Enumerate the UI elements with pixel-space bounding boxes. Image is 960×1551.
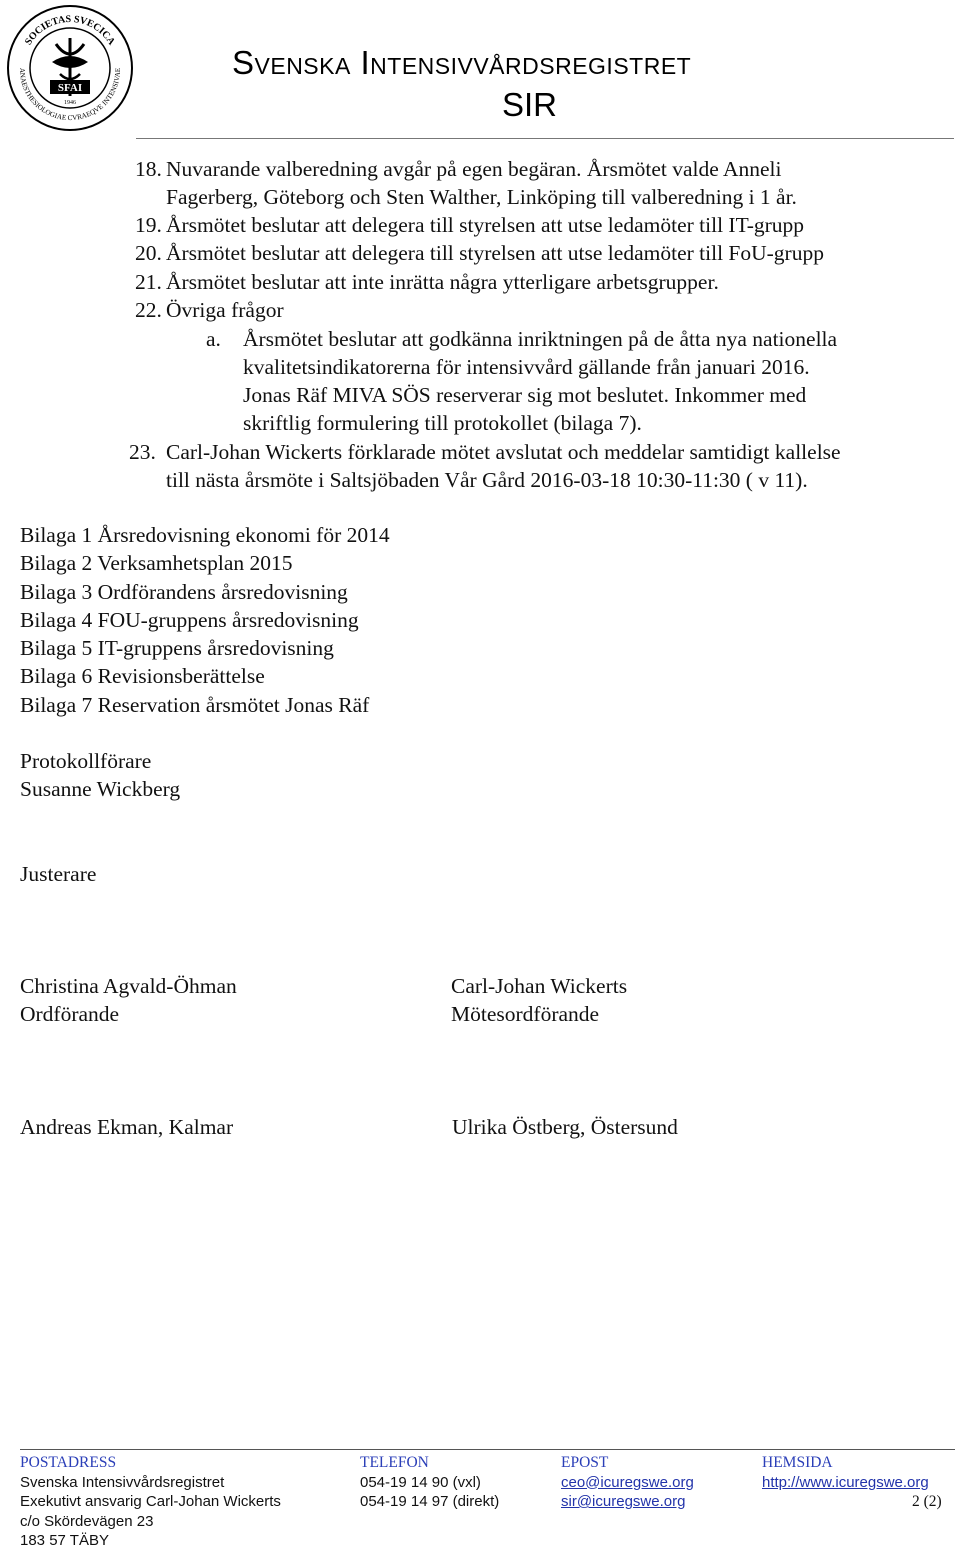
signature-name-right: Ulrika Östberg, Östersund	[452, 1115, 678, 1139]
sfai-seal-logo	[6, 4, 134, 132]
footer-heading-epost: EPOST	[561, 1454, 609, 1471]
appendix-item: Bilaga 2 Verksamhetsplan 2015	[20, 551, 293, 576]
registry-acronym: SIR	[502, 86, 558, 123]
item-text: Årsmötet beslutar att delegera till styrelsen att utse ledamöter till FoU-grupp	[166, 241, 824, 265]
appendix-item: Bilaga 1 Årsredovisning ekonomi för 2014	[20, 523, 390, 547]
item-number: 19.	[135, 213, 162, 237]
appendix-item: Bilaga 6 Revisionsberättelse	[20, 664, 265, 689]
signature-name-left: Andreas Ekman, Kalmar	[20, 1115, 234, 1139]
item-number: 23.	[129, 440, 156, 464]
page-number: 2 (2)	[912, 1493, 942, 1510]
signature-role-left: Ordförande	[20, 1002, 120, 1026]
footer-email	[561, 1453, 694, 1512]
item-text: Årsmötet beslutar att inte inrätta några ytterligare arbetsgrupper.	[166, 270, 719, 294]
item-number: 18.	[135, 157, 162, 181]
minutes-keeper-role: Protokollförare	[20, 749, 152, 773]
appendix-item: Bilaga 7 Reservation årsmötet Jonas Räf	[20, 692, 370, 717]
svg-text:1946: 1946	[64, 100, 76, 106]
svg-text:SFAI: SFAI	[57, 82, 83, 94]
item-text: Fagerberg, Göteborg och Sten Walther, Linköping till valberedning i 1 år.	[166, 185, 797, 209]
website-link[interactable]: http://www.icuregswe.org	[762, 1473, 929, 1491]
footer-heading-postadress: POSTADRESS	[20, 1454, 117, 1471]
appendix-item: Bilaga 3 Ordförandens årsredovisning	[20, 579, 348, 604]
footer-heading-telefon: TELEFON	[360, 1454, 429, 1471]
adjusters-label: Justerare	[20, 862, 97, 886]
address-line: c/o Skördevägen 23	[20, 1512, 154, 1530]
subitem-text: skriftlig formulering till protokollet (bilaga 7).	[243, 411, 642, 435]
footer-website	[762, 1453, 929, 1492]
email-link-ceo[interactable]: ceo@icuregswe.org	[561, 1473, 694, 1491]
email-link-sir[interactable]: sir@icuregswe.org	[561, 1493, 686, 1510]
footer-heading-hemsida: HEMSIDA	[762, 1454, 833, 1471]
subitem-text: kvalitetsindikatorerna för intensivvård gällande från januari 2016.	[243, 355, 810, 379]
appendix-item: Bilaga 5 IT-gruppens årsredovisning	[20, 636, 334, 661]
registry-title: Svenska Intensivvårdsregistret	[232, 44, 692, 81]
signature-name-left: Christina Agvald-Öhman	[20, 974, 237, 998]
item-number: 21.	[135, 270, 162, 294]
phone-line: 054-19 14 90 (vxl)	[360, 1473, 481, 1491]
item-number: 22.	[135, 298, 162, 322]
svg-text:ANAESTHESIOLOGIAE CVRAEQVE INT: ANAESTHESIOLOGIAE CVRAEQVE INTENSIVAE	[17, 67, 123, 123]
appendix-list	[20, 521, 390, 719]
phone-line: 054-19 14 97 (direkt)	[360, 1493, 500, 1510]
address-line: 183 57 TÄBY	[20, 1532, 109, 1549]
minutes-keeper-name: Susanne Wickberg	[20, 777, 181, 801]
footer-divider	[20, 1449, 955, 1450]
item-text: Övriga frågor	[166, 298, 284, 322]
subitem-letter: a.	[206, 327, 221, 351]
item-text: Nuvarande valberedning avgår på egen begäran. Årsmötet valde Anneli	[166, 157, 782, 181]
signature-role-right: Mötesordförande	[451, 1002, 600, 1026]
subitem-text: Årsmötet beslutar att godkänna inriktningen på de åtta nya nationella	[243, 327, 838, 351]
address-line: Svenska Intensivvårdsregistret	[20, 1473, 225, 1491]
header-divider	[136, 138, 954, 139]
address-line: Exekutivt ansvarig Carl-Johan Wickerts	[20, 1493, 281, 1510]
svg-text:SOCIETAS SVECICA: SOCIETAS SVECICA	[23, 13, 117, 48]
item-number: 20.	[135, 241, 162, 265]
footer-address	[20, 1453, 281, 1551]
item-text: Carl-Johan Wickerts förklarade mötet avslutat och meddelar samtidigt kallelse	[166, 440, 841, 464]
item-text: Årsmötet beslutar att delegera till styrelsen att utse ledamöter till IT-grupp	[166, 213, 805, 237]
footer-phone	[360, 1453, 499, 1512]
subitem-text: Jonas Räf MIVA SÖS reserverar sig mot beslutet. Inkommer med	[243, 383, 807, 407]
appendix-item: Bilaga 4 FOU-gruppens årsredovisning	[20, 607, 359, 632]
item-text: till nästa årsmöte i Saltsjöbaden Vår Gård 2016-03-18 10:30-11:30 ( v 11).	[166, 468, 808, 492]
signature-name-right: Carl-Johan Wickerts	[451, 974, 628, 998]
